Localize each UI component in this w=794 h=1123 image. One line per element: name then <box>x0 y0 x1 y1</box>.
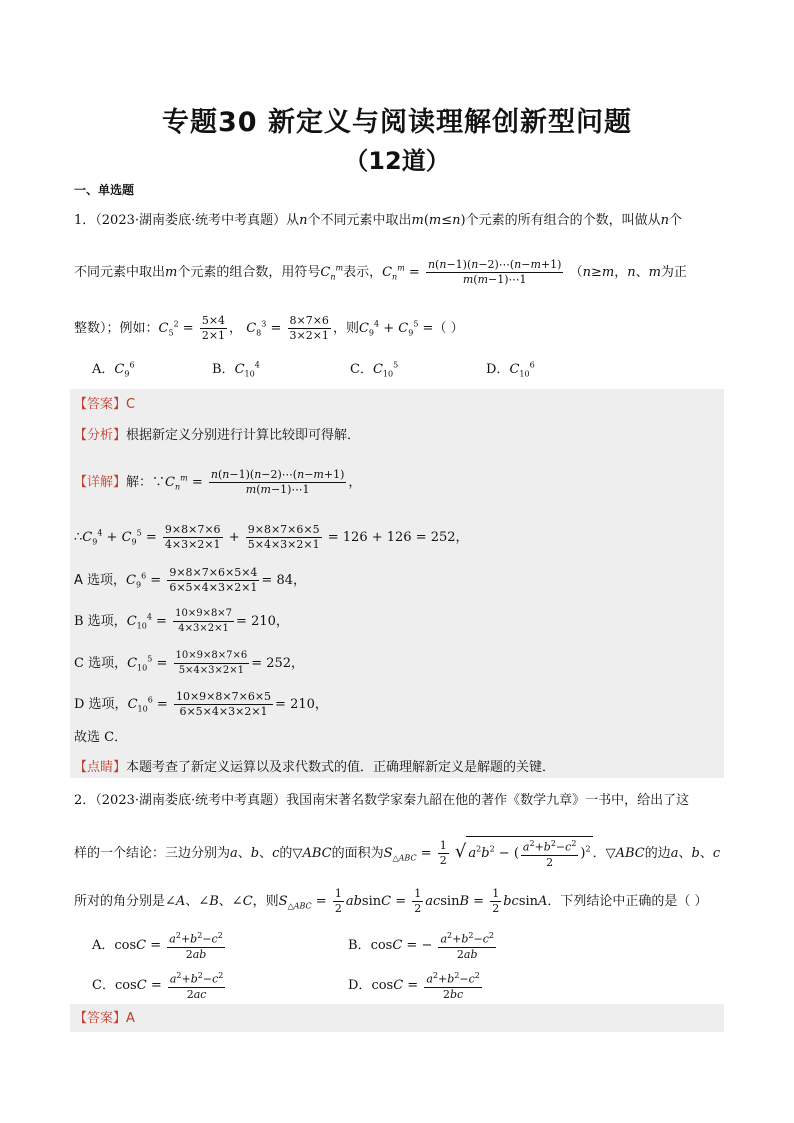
q1-option-d[interactable]: D．$C_{10}^6$ <box>486 360 535 379</box>
q1-option-b[interactable]: B．$C_{10}^4$ <box>212 360 260 379</box>
q1-option-b-calc: B 选项，$C_{10}^4$ = $\frac{10\times 9\times 8\times 7}{4\times 3\times 2\times 1}$ = 210， <box>74 608 289 634</box>
q2-option-a[interactable]: A．cosC = $\frac{a^2+b^2-c^2}{2ab}$ <box>92 931 223 961</box>
combination-formula: $\frac{n(n-1)(n-2)\cdots(n-m+1)}{m(m-1)\cdots 1}$ <box>427 258 562 286</box>
q1-line1: 1．（2023·湖南娄底·统考中考真题）从n个不同元素中取出m(m≤n)个元素的所有组合的个数，叫做从n个 <box>74 213 683 228</box>
q2-line3: 所对的角分别是∠A、∠B、∠C，则$S_{\triangle ABC}$ = $\frac{1}{2}$ absinC = $\frac{1}{2}$ acsinB = $\frac{1}{2}$ bcsinA．下列结论中正确的是（ ） <box>74 887 708 915</box>
q1-option-c[interactable]: C．$C_{10}^5$ <box>350 360 399 379</box>
q1-option-a[interactable]: A．$C_9^6$ <box>92 360 135 379</box>
q2-option-d[interactable]: D．cosC = $\frac{a^2+b^2-c^2}{2bc}$ <box>348 971 480 1001</box>
q1-option-a-calc: A 选项，$C_9^6$ = $\frac{9\times 8\times 7\times 6\times 5\times 4}{6\times 5\times 4\times 3\times 2\times 1}$ = 84， <box>74 566 306 594</box>
page-title: 专题30 新定义与阅读理解创新型问题 <box>162 107 632 138</box>
q2-answer: 【答案】A <box>74 1011 135 1026</box>
q2-option-c[interactable]: C．cosC = $\frac{a^2+b^2-c^2}{2ac}$ <box>92 971 224 1001</box>
q1-line3: 整数）；例如：$C_5^2$ = $\frac{5\times 4}{2\times 1}$ ， $C_8^3$ = $\frac{8\times 7\times 6}{3\times 2\times 1}$ ，则$C_9^4 + C_9^5$ =（ ） <box>74 314 464 342</box>
page-subtitle: （12道） <box>344 147 450 175</box>
q1-conclusion: 故选 C． <box>74 730 128 745</box>
q1-option-d-calc: D 选项，$C_{10}^6$ = $\frac{10\times 9\times 8\times 7\times 6\times 5}{6\times 5\times 4\times 3\times 2\times 1}$ = 210， <box>74 690 328 718</box>
q1-analysis: 【分析】根据新定义分别进行计算比较即可得解． <box>74 428 361 443</box>
q2-line2: 样的一个结论：三边分别为a、b、c的▽ABC的面积为$S_{\triangle ABC}$ = $\frac{1}{2}$ √ $a^2b^2$ − ( $\frac{a^2+b^2-c^2}{2}$ )$^2$ ．▽ABC的边a、b、c <box>74 836 720 870</box>
section-heading: 一、单选题 <box>74 183 135 197</box>
q1-detail: 【详解】解：$\because C_n^m$ = $\frac{n(n-1)(n-2)\cdots(n-m+1)}{m(m-1)\cdots 1}$ ， <box>74 468 362 496</box>
q2-option-b[interactable]: B．cosC = − $\frac{a^2+b^2-c^2}{2ab}$ <box>348 931 494 961</box>
q2-solution-block <box>70 1004 724 1032</box>
q1-comment: 【点睛】本题考查了新定义运算以及求代数式的值．正确理解新定义是解题的关键． <box>74 760 556 775</box>
q1-answer: 【答案】C <box>74 397 136 412</box>
q1-line2: 不同元素中取出m个元素的组合数，用符号$C_n^m$表示，$C_n^m$ = $\frac{n(n-1)(n-2)\cdots(n-m+1)}{m(m-1)\cdots 1}$ （n≥m，n、m为正 <box>74 258 687 286</box>
q1-option-c-calc: C 选项，$C_{10}^5$ = $\frac{10\times 9\times 8\times 7\times 6}{5\times 4\times 3\times 2\times 1}$ = 252， <box>74 650 305 676</box>
q2-line1: 2．（2023·湖南娄底·统考中考真题）我国南宋著名数学家秦九韶在他的著作《数学九章》一书中，给出了这 <box>74 793 690 808</box>
q1-sum-line: $\therefore C_9^4 + C_9^5$ = $\frac{9\times 8\times 7\times 6}{4\times 3\times 2\times 1}$ + $\frac{9\times 8\times 7\times 6\times 5}{5\times 4\times 3\times 2\times 1}$ = 126 + 126 = 252， <box>74 523 469 551</box>
